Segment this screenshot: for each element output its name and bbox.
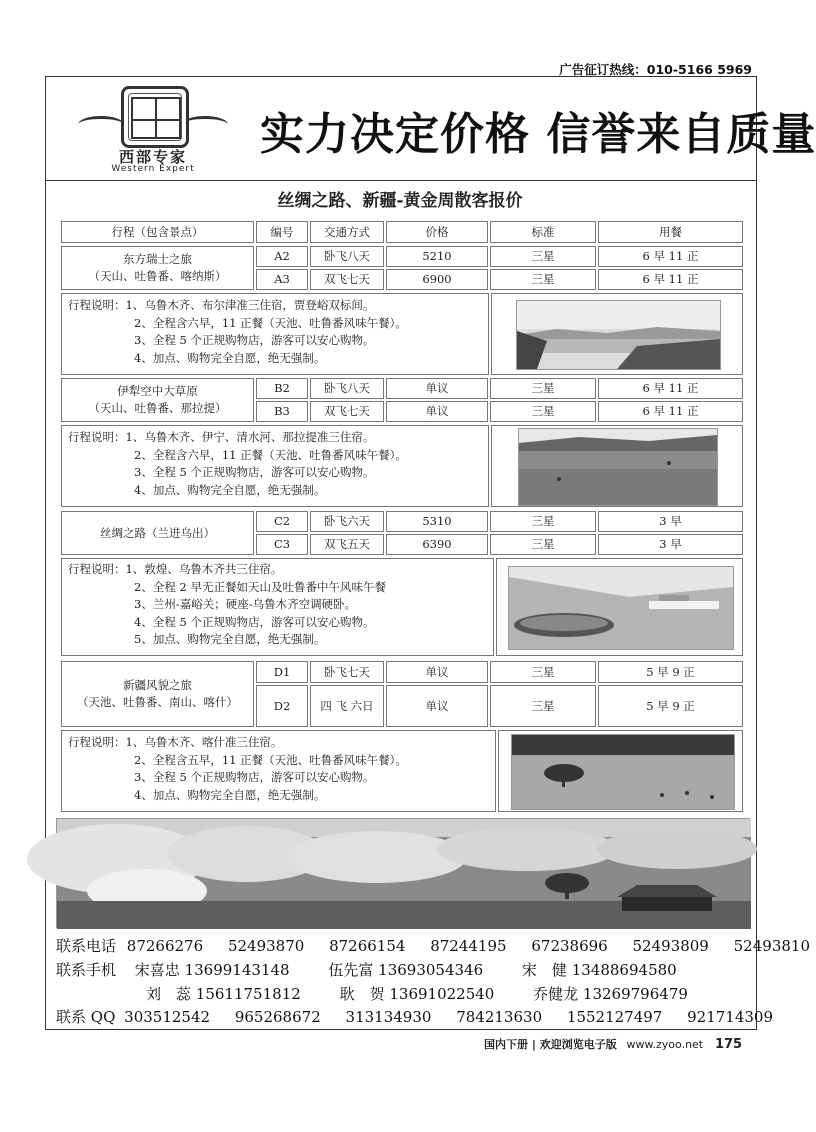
price-cell: 6900	[386, 269, 488, 290]
phone-number: 87266154	[329, 937, 406, 955]
headline-slogan: 实力决定价格 信誉来自质量	[260, 109, 816, 160]
qq-number: 303512542	[124, 1008, 211, 1026]
contact-name: 耿 贺	[339, 985, 385, 1003]
price-list-title	[0, 186, 800, 211]
brand-logo	[78, 84, 228, 176]
route-c-notes	[68, 561, 386, 649]
standard-cell: 三星	[490, 269, 596, 290]
transport-cell: 双飞五天	[310, 534, 384, 555]
price-cell: 单议	[386, 685, 488, 727]
note-line: 2、全程含五早，11 正餐（天池、吐鲁番风味午餐）。	[134, 752, 407, 767]
code-cell: D1	[256, 661, 308, 683]
header-route: 行程（包含景点）	[61, 221, 254, 243]
price-cell: 6390	[386, 534, 488, 555]
code-cell: A3	[256, 269, 308, 290]
note-line: 行程说明：1、敦煌、乌鲁木齐共三住宿。	[68, 562, 283, 576]
header-standard: 标准	[490, 221, 596, 243]
note-line: 4、加点、购物完全自愿，绝无强制。	[134, 787, 326, 802]
transport-cell: 卧飞七天	[310, 661, 384, 683]
lake-landscape-photo	[516, 300, 721, 370]
page-footer: 国内下册 | 欢迎浏览电子版 www.zyoo.net 175	[484, 1037, 743, 1052]
contact-mobiles-row-2	[56, 983, 688, 1004]
contact-name: 伍先富	[328, 961, 374, 979]
header-code: 编号	[256, 221, 308, 243]
code-cell: A2	[256, 246, 308, 267]
note-line: 行程说明：1、乌鲁木齐、伊宁、清水河、那拉提准三住宿。	[68, 430, 375, 444]
phone-label: 联系电话	[56, 937, 117, 955]
meals-cell: 6 早 11 正	[598, 269, 743, 290]
note-line: 4、加点、购物完全自愿，绝无强制。	[134, 350, 326, 365]
transport-cell: 卧飞八天	[310, 378, 384, 399]
phone-number: 52493810	[733, 937, 810, 955]
phone-number: 67238696	[531, 937, 608, 955]
transport-cell: 卧飞六天	[310, 511, 384, 532]
meals-cell: 6 早 11 正	[598, 401, 743, 422]
route-spots: （天山、吐鲁番、那拉提）	[88, 401, 227, 415]
standard-cell: 三星	[490, 378, 596, 399]
ad-hotline: 广告征订热线：010-5166 5969	[559, 62, 752, 77]
route-a-name-cell	[61, 246, 254, 290]
header-divider	[45, 180, 757, 181]
qq-number: 965268672	[234, 1008, 321, 1026]
meals-cell: 5 早 9 正	[598, 661, 743, 683]
grassland-photo	[518, 428, 718, 506]
route-b-name-cell	[61, 378, 254, 422]
standard-cell: 三星	[490, 511, 596, 532]
qq-number: 784213630	[456, 1008, 543, 1026]
transport-cell: 双飞七天	[310, 269, 384, 290]
note-line: 5、加点、购物完全自愿，绝无强制。	[134, 632, 326, 646]
desert-lake-photo	[508, 566, 734, 650]
route-spots: （天山、吐鲁番、喀纳斯）	[88, 269, 227, 283]
mobile-number: 13699143148	[184, 961, 290, 979]
page-number: 175	[714, 1037, 743, 1052]
qq-number: 921714309	[687, 1008, 774, 1026]
route-d-notes	[68, 734, 407, 804]
standard-cell: 三星	[490, 246, 596, 267]
standard-cell: 三星	[490, 685, 596, 727]
contact-name: 宋喜忠	[134, 961, 180, 979]
mobile-number: 13693054346	[378, 961, 484, 979]
note-line: 2、全程含六早，11 正餐（天池、吐鲁番风味午餐）。	[134, 315, 407, 330]
standard-cell: 三星	[490, 661, 596, 683]
route-name: 东方瑞士之旅	[123, 252, 192, 267]
route-name: 伊犁空中大草原	[117, 384, 198, 399]
standard-cell: 三星	[490, 534, 596, 555]
meals-cell: 6 早 11 正	[598, 378, 743, 399]
route-name: 丝绸之路（兰进乌出）	[100, 525, 215, 540]
price-cell: 单议	[386, 378, 488, 399]
route-a-notes	[68, 297, 407, 367]
mobile-label: 联系手机	[56, 961, 117, 979]
route-b-notes	[68, 429, 407, 499]
price-cell: 5310	[386, 511, 488, 532]
standard-cell: 三星	[490, 401, 596, 422]
note-line: 3、全程 5 个正规购物店，游客可以安心购物。	[134, 770, 375, 784]
contact-mobiles-row-1	[56, 959, 677, 980]
meals-cell: 3 早	[598, 534, 743, 555]
note-line: 2、全程 2 早无正餐如天山及吐鲁番中午风味午餐	[134, 579, 386, 594]
note-line: 3、兰州-嘉峪关；硬座-乌鲁木齐空调硬卧。	[134, 597, 357, 611]
meals-cell: 6 早 11 正	[598, 246, 743, 267]
logo-seal-icon	[121, 86, 189, 148]
transport-cell: 双飞七天	[310, 401, 384, 422]
meals-cell: 3 早	[598, 511, 743, 532]
footer-welcome: 欢迎浏览电子版	[539, 1038, 617, 1051]
code-cell: B2	[256, 378, 308, 399]
route-c-name-cell	[61, 511, 254, 555]
contact-name: 宋 健	[521, 961, 567, 979]
code-cell: C3	[256, 534, 308, 555]
code-cell: C2	[256, 511, 308, 532]
footer-section: 国内下册	[484, 1038, 528, 1051]
footer-url[interactable]: www.zyoo.net	[626, 1038, 704, 1051]
meadow-tree-photo	[511, 734, 735, 810]
header-transport: 交通方式	[310, 221, 384, 243]
mobile-number: 15611751812	[195, 985, 301, 1003]
phone-number: 52493870	[227, 937, 305, 955]
price-cell: 单议	[386, 661, 488, 683]
title-main: 丝绸之路、新疆-黄金周	[277, 191, 455, 211]
mobile-number: 13691022540	[389, 985, 495, 1003]
mobile-number: 13488694580	[571, 961, 677, 979]
route-spots: （天池、吐鲁番、南山、喀什）	[77, 695, 238, 709]
note-line: 4、全程 5 个正规购物店，游客可以安心购物。	[134, 614, 375, 629]
qq-number: 1552127497	[566, 1008, 663, 1026]
meals-cell: 5 早 9 正	[598, 685, 743, 727]
route-d-name-cell	[61, 661, 254, 727]
route-name: 新疆风貌之旅	[123, 678, 192, 693]
contact-name: 乔健龙	[533, 985, 579, 1003]
note-line: 2、全程含六早，11 正餐（天池、吐鲁番风味午餐）。	[134, 447, 407, 462]
transport-cell: 卧飞八天	[310, 246, 384, 267]
note-line: 行程说明：1、乌鲁木齐、喀什准三住宿。	[68, 735, 283, 749]
qq-number: 313134930	[345, 1008, 432, 1026]
phone-number: 87244195	[430, 937, 507, 955]
code-cell: D2	[256, 685, 308, 727]
landscape-banner-photo	[56, 818, 750, 928]
header-price: 价格	[386, 221, 488, 243]
title-highlight: 散客报价	[454, 191, 523, 211]
logo-chinese-name: 西部专家	[118, 148, 187, 166]
contact-phones	[56, 935, 810, 956]
mobile-number: 13269796479	[582, 985, 688, 1003]
phone-number: 52493809	[632, 937, 709, 955]
header-meals: 用餐	[598, 221, 743, 243]
transport-cell: 四 飞 六日	[310, 685, 384, 727]
price-cell: 单议	[386, 401, 488, 422]
price-cell: 5210	[386, 246, 488, 267]
phone-number: 87266276	[126, 937, 204, 955]
logo-english-name: Western Expert	[111, 164, 195, 174]
note-line: 4、加点、购物完全自愿，绝无强制。	[134, 482, 326, 497]
note-line: 3、全程 5 个正规购物店，游客可以安心购物。	[134, 333, 375, 347]
contact-qq	[56, 1006, 773, 1027]
logo-left-wing	[78, 116, 124, 133]
qq-label: 联系 QQ	[56, 1008, 116, 1026]
note-line: 行程说明：1、乌鲁木齐、布尔津准三住宿，贾登峪双标间。	[68, 298, 375, 312]
contact-name: 刘 蕊	[146, 985, 192, 1003]
code-cell: B3	[256, 401, 308, 422]
note-line: 3、全程 5 个正规购物店，游客可以安心购物。	[134, 465, 375, 479]
